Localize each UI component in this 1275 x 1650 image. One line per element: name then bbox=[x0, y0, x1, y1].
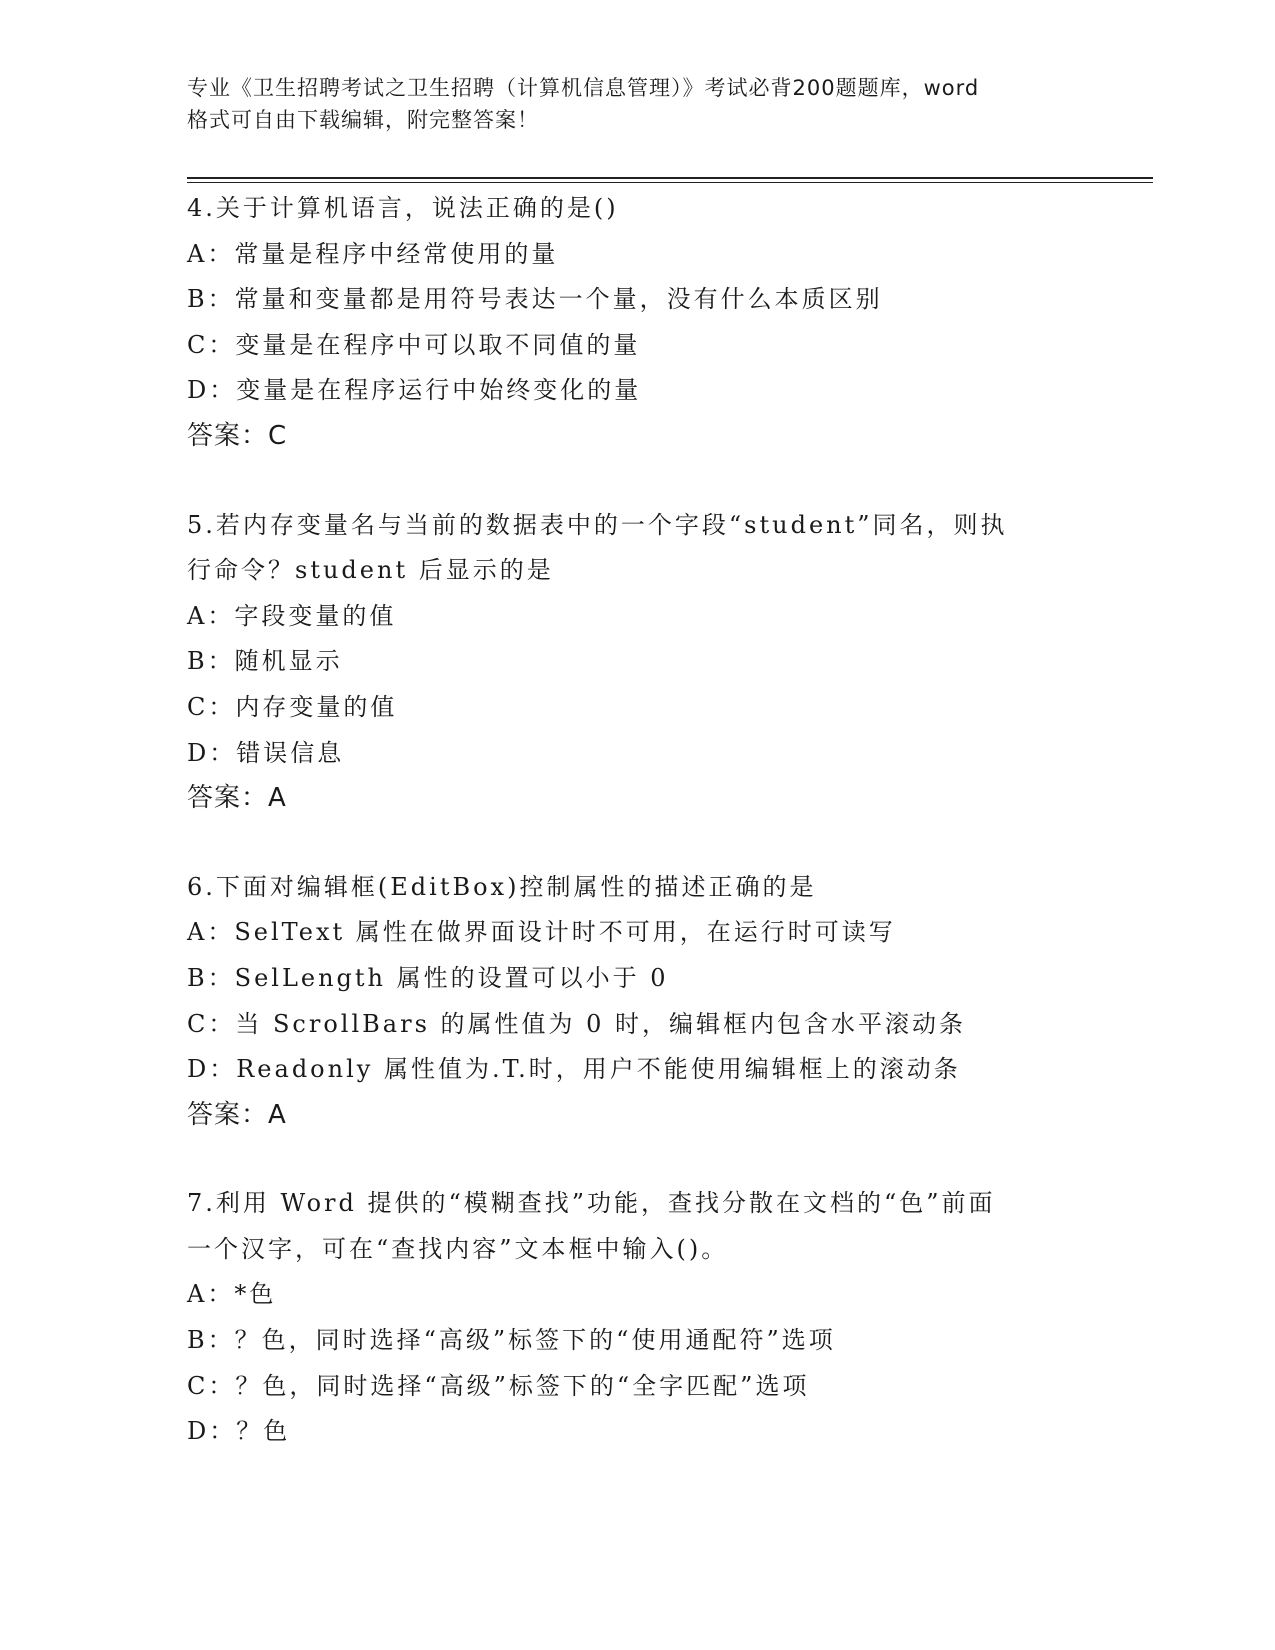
question-4 bbox=[187, 186, 1087, 460]
option-c: C：内存变量的值 bbox=[187, 692, 398, 721]
stem-line: 4.关于计算机语言，说法正确的是() bbox=[187, 194, 619, 222]
question-5 bbox=[187, 503, 1087, 822]
option-d: D：？色 bbox=[187, 1417, 291, 1446]
header-divider-thick bbox=[187, 177, 1153, 179]
stem-line: 5.若内存变量名与当前的数据表中的一个字段“student”同名，则执 bbox=[187, 510, 1008, 539]
question-6 bbox=[187, 865, 1087, 1139]
question-stem bbox=[187, 186, 1087, 232]
question-stem bbox=[187, 865, 1087, 911]
option-b: B：SelLength 属性的设置可以小于 0 bbox=[187, 963, 669, 992]
stem-line: 行命令？student 后显示的是 bbox=[187, 556, 554, 585]
answer-text: 答案：A bbox=[187, 783, 287, 814]
stem-line: 7.利用 Word 提供的“模糊查找”功能，查找分散在文档的“色”前面 bbox=[187, 1189, 996, 1218]
option-a: A：SelText 属性在做界面设计时不可用，在运行时可读写 bbox=[187, 918, 896, 947]
stem-line: 6.下面对编辑框(EditBox)控制属性的描述正确的是 bbox=[187, 872, 817, 901]
option-b: B：常量和变量都是用符号表达一个量，没有什么本质区别 bbox=[187, 285, 883, 314]
header-line-1: 专业《卫生招聘考试之卫生招聘（计算机信息管理）》考试必背200题题库，word bbox=[187, 76, 980, 100]
header-line-2: 格式可自由下载编辑，附完整答案！ bbox=[187, 108, 539, 132]
question-list bbox=[187, 186, 1087, 1498]
option-d: D：变量是在程序运行中始终变化的量 bbox=[187, 376, 642, 405]
option-a: A：字段变量的值 bbox=[187, 601, 397, 630]
option-d: D：Readonly 属性值为.T.时，用户不能使用编辑框上的滚动条 bbox=[187, 1055, 961, 1084]
header-divider-thin bbox=[187, 182, 1153, 183]
option-a: A：常量是程序中经常使用的量 bbox=[187, 239, 559, 268]
answer-text: 答案：C bbox=[187, 420, 288, 451]
option-c: C：？色，同时选择“高级”标签下的“全字匹配”选项 bbox=[187, 1371, 810, 1400]
option-b: B：随机显示 bbox=[187, 647, 343, 676]
option-d: D：错误信息 bbox=[187, 738, 345, 767]
question-7 bbox=[187, 1181, 1087, 1455]
option-a: A：*色 bbox=[187, 1280, 277, 1309]
option-c: C：当 ScrollBars 的属性值为 0 时，编辑框内包含水平滚动条 bbox=[187, 1009, 967, 1038]
stem-line: 一个汉字，可在“查找内容”文本框中输入()。 bbox=[187, 1234, 729, 1263]
answer-text: 答案：A bbox=[187, 1099, 287, 1130]
option-b: B：？色，同时选择“高级”标签下的“使用通配符”选项 bbox=[187, 1326, 836, 1355]
option-c: C：变量是在程序中可以取不同值的量 bbox=[187, 330, 641, 359]
question-stem bbox=[187, 503, 1087, 594]
document-header bbox=[187, 72, 1087, 136]
question-stem bbox=[187, 1181, 1087, 1272]
